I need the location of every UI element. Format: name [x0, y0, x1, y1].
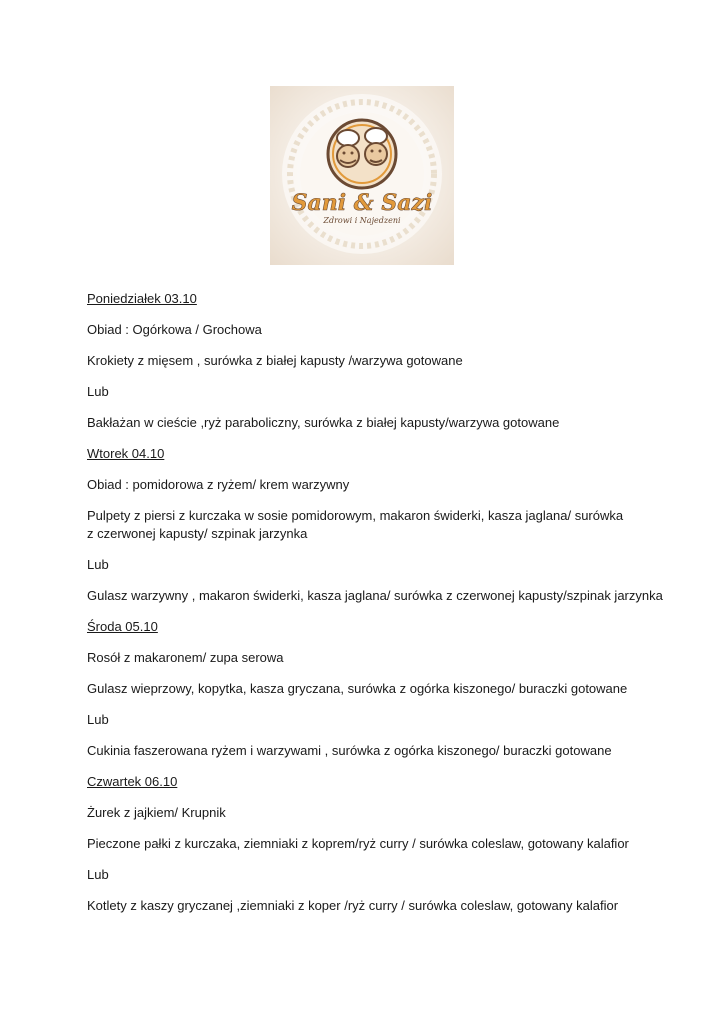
- menu-line: Bakłażan w cieście ,ryż paraboliczny, surówka z białej kapusty/warzywa gotowane: [87, 415, 560, 430]
- day-heading: Czwartek 06.10: [87, 774, 178, 789]
- menu-line: Cukinia faszerowana ryżem i warzywami , surówka z ogórka kiszonego/ buraczki gotowane: [87, 743, 612, 758]
- menu-line: Lub: [87, 712, 109, 727]
- menu-line: Kotlety z kaszy gryczanej ,ziemniaki z koper /ryż curry / surówka coleslaw, gotowany kalafior: [87, 898, 619, 913]
- logo-tagline: Zdrowi i Najedzeni: [323, 216, 401, 225]
- menu-line: Żurek z jajkiem/ Krupnik: [87, 805, 226, 820]
- menu-line: Gulasz warzywny , makaron świderki, kasza jaglana/ surówka z czerwonej kapusty/szpinak jarzynka: [87, 588, 663, 603]
- menu-line: Rosół z makaronem/ zupa serowa: [87, 650, 284, 665]
- menu-line: Obiad : Ogórkowa / Grochowa: [87, 322, 262, 337]
- menu-line: Krokiety z mięsem , surówka z białej kapusty /warzywa gotowane: [87, 353, 463, 368]
- chef-left-icon: [337, 130, 359, 167]
- menu-line: Lub: [87, 557, 109, 572]
- menu-line: Pieczone pałki z kurczaka, ziemniaki z koprem/ryż curry / surówka coleslaw, gotowany kalafior: [87, 836, 629, 851]
- day-heading: Wtorek 04.10: [87, 446, 165, 461]
- menu-line: Lub: [87, 867, 109, 882]
- menu-line: Pulpety z piersi z kurczaka w sosie pomidorowym, makaron świderki, kasza jaglana/ surówka z czerwonej kapusty/ szpinak jarzynka: [87, 508, 624, 541]
- restaurant-logo: [270, 86, 454, 265]
- menu-line: Obiad : pomidorowa z ryżem/ krem warzywny: [87, 477, 350, 492]
- logo-brand-name: Sani & Sazi: [291, 190, 433, 216]
- day-heading: Środa 05.10: [87, 619, 158, 634]
- menu-line: Gulasz wieprzowy, kopytka, kasza gryczana, surówka z ogórka kiszonego/ buraczki gotowane: [87, 681, 628, 696]
- chef-right-icon: [365, 128, 387, 165]
- menu-line: Lub: [87, 384, 109, 399]
- day-heading: Poniedziałek 03.10: [87, 291, 197, 306]
- logo-graphic: [270, 86, 454, 265]
